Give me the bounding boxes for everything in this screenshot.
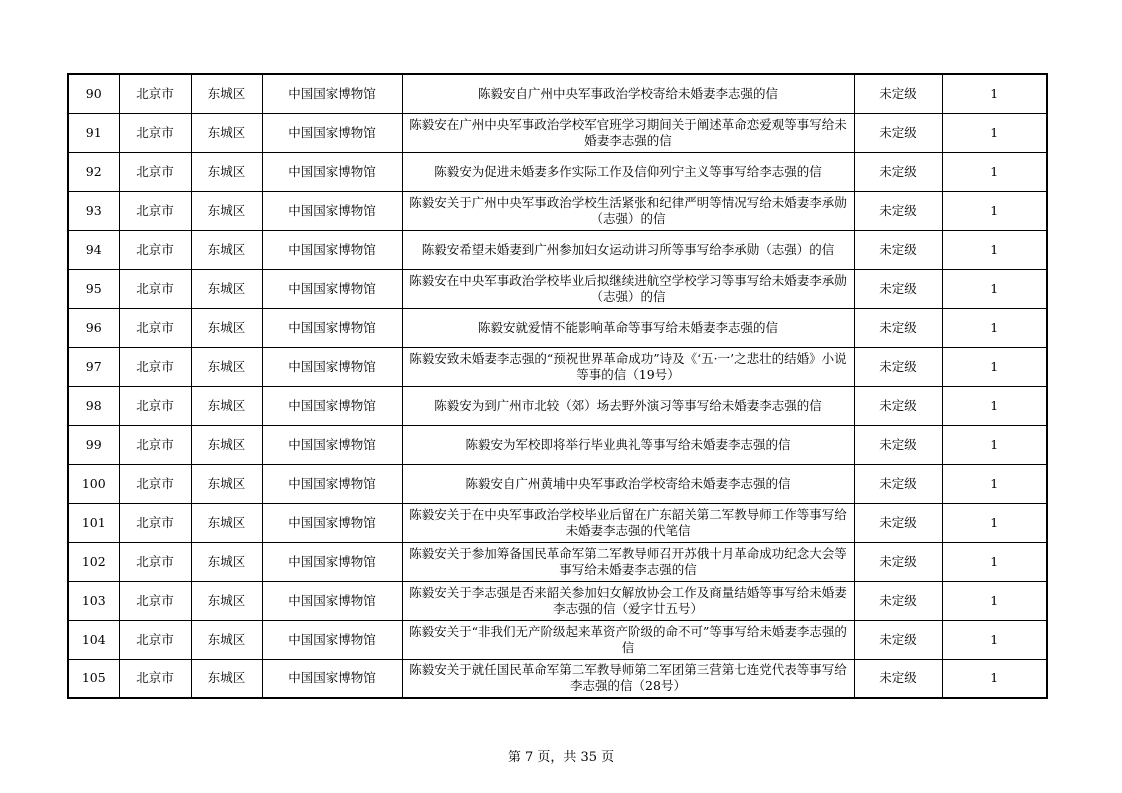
cell-quantity: 1 bbox=[942, 191, 1047, 230]
cell-collection-unit: 中国国家博物馆 bbox=[262, 659, 402, 698]
cell-quantity: 1 bbox=[942, 503, 1047, 542]
cell-province: 北京市 bbox=[119, 503, 191, 542]
cell-province: 北京市 bbox=[119, 230, 191, 269]
records-table-body bbox=[68, 74, 1047, 698]
table-row bbox=[68, 269, 1047, 308]
cell-item-title: 陈毅安自广州黄埔中央军事政治学校寄给未婚妻李志强的信 bbox=[402, 464, 854, 503]
cell-grade: 未定级 bbox=[854, 464, 942, 503]
cell-item-title: 陈毅安关于就任国民革命军第二军教导师第二军团第三营第七连党代表等事写给李志强的信（28号） bbox=[402, 659, 854, 698]
table-row bbox=[68, 620, 1047, 659]
cell-collection-unit: 中国国家博物馆 bbox=[262, 542, 402, 581]
cell-quantity: 1 bbox=[942, 347, 1047, 386]
cell-grade: 未定级 bbox=[854, 347, 942, 386]
cell-grade: 未定级 bbox=[854, 308, 942, 347]
cell-quantity: 1 bbox=[942, 542, 1047, 581]
cell-quantity: 1 bbox=[942, 659, 1047, 698]
cell-collection-unit: 中国国家博物馆 bbox=[262, 152, 402, 191]
cell-district: 东城区 bbox=[191, 659, 262, 698]
cell-number: 90 bbox=[68, 74, 119, 113]
cell-province: 北京市 bbox=[119, 386, 191, 425]
cell-quantity: 1 bbox=[942, 464, 1047, 503]
table-row bbox=[68, 113, 1047, 152]
cell-district: 东城区 bbox=[191, 308, 262, 347]
cell-grade: 未定级 bbox=[854, 230, 942, 269]
cell-quantity: 1 bbox=[942, 581, 1047, 620]
records-table bbox=[67, 73, 1048, 699]
cell-grade: 未定级 bbox=[854, 152, 942, 191]
cell-collection-unit: 中国国家博物馆 bbox=[262, 347, 402, 386]
page-footer: 第 7 页，共 35 页 bbox=[507, 750, 615, 765]
cell-grade: 未定级 bbox=[854, 581, 942, 620]
cell-item-title: 陈毅安关于广州中央军事政治学校生活紧张和纪律严明等情况写给未婚妻李承勋（志强）的信 bbox=[402, 191, 854, 230]
cell-province: 北京市 bbox=[119, 659, 191, 698]
cell-item-title: 陈毅安就爱情不能影响革命等事写给未婚妻李志强的信 bbox=[402, 308, 854, 347]
cell-quantity: 1 bbox=[942, 308, 1047, 347]
cell-grade: 未定级 bbox=[854, 74, 942, 113]
cell-province: 北京市 bbox=[119, 191, 191, 230]
cell-province: 北京市 bbox=[119, 542, 191, 581]
table-row bbox=[68, 659, 1047, 698]
cell-collection-unit: 中国国家博物馆 bbox=[262, 308, 402, 347]
cell-collection-unit: 中国国家博物馆 bbox=[262, 269, 402, 308]
cell-province: 北京市 bbox=[119, 425, 191, 464]
cell-number: 98 bbox=[68, 386, 119, 425]
cell-item-title: 陈毅安在中央军事政治学校毕业后拟继续进航空学校学习等事写给未婚妻李承勋（志强）的信 bbox=[402, 269, 854, 308]
cell-province: 北京市 bbox=[119, 581, 191, 620]
cell-collection-unit: 中国国家博物馆 bbox=[262, 464, 402, 503]
cell-item-title: 陈毅安关于“非我们无产阶级起来革资产阶级的命不可”等事写给未婚妻李志强的信 bbox=[402, 620, 854, 659]
cell-province: 北京市 bbox=[119, 113, 191, 152]
cell-quantity: 1 bbox=[942, 620, 1047, 659]
cell-grade: 未定级 bbox=[854, 542, 942, 581]
cell-district: 东城区 bbox=[191, 152, 262, 191]
cell-collection-unit: 中国国家博物馆 bbox=[262, 191, 402, 230]
cell-item-title: 陈毅安关于参加筹备国民革命军第二军教导师召开苏俄十月革命成功纪念大会等事写给未婚妻李志强的信 bbox=[402, 542, 854, 581]
cell-quantity: 1 bbox=[942, 386, 1047, 425]
table-row bbox=[68, 308, 1047, 347]
cell-quantity: 1 bbox=[942, 113, 1047, 152]
cell-province: 北京市 bbox=[119, 152, 191, 191]
cell-quantity: 1 bbox=[942, 230, 1047, 269]
cell-district: 东城区 bbox=[191, 620, 262, 659]
cell-district: 东城区 bbox=[191, 425, 262, 464]
table-row bbox=[68, 503, 1047, 542]
table-row bbox=[68, 74, 1047, 113]
cell-grade: 未定级 bbox=[854, 620, 942, 659]
cell-number: 101 bbox=[68, 503, 119, 542]
cell-item-title: 陈毅安在广州中央军事政治学校军官班学习期间关于阐述革命恋爱观等事写给未婚妻李志强的信 bbox=[402, 113, 854, 152]
cell-province: 北京市 bbox=[119, 308, 191, 347]
table-row bbox=[68, 347, 1047, 386]
cell-number: 94 bbox=[68, 230, 119, 269]
cell-grade: 未定级 bbox=[854, 386, 942, 425]
cell-collection-unit: 中国国家博物馆 bbox=[262, 425, 402, 464]
cell-province: 北京市 bbox=[119, 620, 191, 659]
cell-number: 95 bbox=[68, 269, 119, 308]
cell-number: 100 bbox=[68, 464, 119, 503]
cell-collection-unit: 中国国家博物馆 bbox=[262, 74, 402, 113]
cell-grade: 未定级 bbox=[854, 503, 942, 542]
cell-item-title: 陈毅安关于李志强是否来韶关参加妇女解放协会工作及商量结婚等事写给未婚妻李志强的信（爱字廿五号） bbox=[402, 581, 854, 620]
cell-number: 97 bbox=[68, 347, 119, 386]
cell-quantity: 1 bbox=[942, 269, 1047, 308]
cell-grade: 未定级 bbox=[854, 425, 942, 464]
cell-number: 92 bbox=[68, 152, 119, 191]
cell-item-title: 陈毅安为到广州市北较（郊）场去野外演习等事写给未婚妻李志强的信 bbox=[402, 386, 854, 425]
cell-number: 96 bbox=[68, 308, 119, 347]
cell-collection-unit: 中国国家博物馆 bbox=[262, 620, 402, 659]
cell-district: 东城区 bbox=[191, 386, 262, 425]
table-row bbox=[68, 425, 1047, 464]
cell-collection-unit: 中国国家博物馆 bbox=[262, 581, 402, 620]
cell-number: 99 bbox=[68, 425, 119, 464]
cell-number: 91 bbox=[68, 113, 119, 152]
cell-grade: 未定级 bbox=[854, 269, 942, 308]
cell-item-title: 陈毅安为军校即将举行毕业典礼等事写给未婚妻李志强的信 bbox=[402, 425, 854, 464]
cell-quantity: 1 bbox=[942, 74, 1047, 113]
table-row bbox=[68, 191, 1047, 230]
cell-district: 东城区 bbox=[191, 191, 262, 230]
cell-district: 东城区 bbox=[191, 581, 262, 620]
cell-grade: 未定级 bbox=[854, 659, 942, 698]
cell-collection-unit: 中国国家博物馆 bbox=[262, 386, 402, 425]
cell-number: 104 bbox=[68, 620, 119, 659]
cell-number: 105 bbox=[68, 659, 119, 698]
cell-district: 东城区 bbox=[191, 464, 262, 503]
cell-district: 东城区 bbox=[191, 113, 262, 152]
cell-collection-unit: 中国国家博物馆 bbox=[262, 503, 402, 542]
table-row bbox=[68, 581, 1047, 620]
cell-district: 东城区 bbox=[191, 347, 262, 386]
cell-number: 103 bbox=[68, 581, 119, 620]
cell-district: 东城区 bbox=[191, 230, 262, 269]
cell-item-title: 陈毅安致未婚妻李志强的“预祝世界革命成功”诗及《‘五·一’之悲壮的结婚》小说等事的信（19号） bbox=[402, 347, 854, 386]
table-row bbox=[68, 230, 1047, 269]
cell-quantity: 1 bbox=[942, 425, 1047, 464]
cell-number: 93 bbox=[68, 191, 119, 230]
table-row bbox=[68, 464, 1047, 503]
cell-grade: 未定级 bbox=[854, 191, 942, 230]
cell-district: 东城区 bbox=[191, 542, 262, 581]
table-row bbox=[68, 542, 1047, 581]
cell-number: 102 bbox=[68, 542, 119, 581]
cell-quantity: 1 bbox=[942, 152, 1047, 191]
cell-collection-unit: 中国国家博物馆 bbox=[262, 230, 402, 269]
table-row bbox=[68, 386, 1047, 425]
cell-item-title: 陈毅安为促进未婚妻多作实际工作及信仰列宁主义等事写给李志强的信 bbox=[402, 152, 854, 191]
cell-item-title: 陈毅安自广州中央军事政治学校寄给未婚妻李志强的信 bbox=[402, 74, 854, 113]
cell-province: 北京市 bbox=[119, 269, 191, 308]
table-row bbox=[68, 152, 1047, 191]
cell-collection-unit: 中国国家博物馆 bbox=[262, 113, 402, 152]
cell-item-title: 陈毅安希望未婚妻到广州参加妇女运动讲习所等事写给李承勋（志强）的信 bbox=[402, 230, 854, 269]
cell-grade: 未定级 bbox=[854, 113, 942, 152]
cell-item-title: 陈毅安关于在中央军事政治学校毕业后留在广东韶关第二军教导师工作等事写给未婚妻李志强的代笔信 bbox=[402, 503, 854, 542]
cell-district: 东城区 bbox=[191, 269, 262, 308]
cell-district: 东城区 bbox=[191, 74, 262, 113]
cell-province: 北京市 bbox=[119, 347, 191, 386]
cell-province: 北京市 bbox=[119, 74, 191, 113]
cell-province: 北京市 bbox=[119, 464, 191, 503]
cell-district: 东城区 bbox=[191, 503, 262, 542]
